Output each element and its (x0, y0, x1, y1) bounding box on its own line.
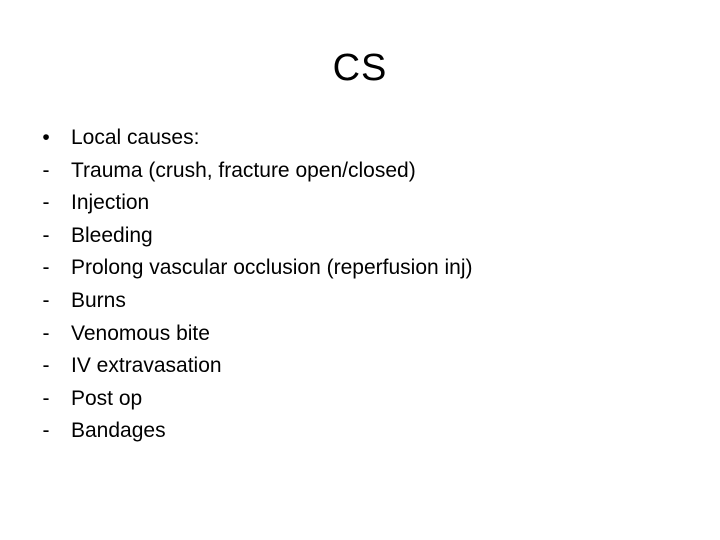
dash-marker: - (42, 288, 50, 312)
list-item-text: Venomous bite (71, 321, 210, 345)
list-item-text: Local causes: (71, 126, 200, 149)
dash-marker: - (42, 256, 50, 280)
list-item (40, 187, 473, 220)
dash-marker: - (42, 158, 50, 182)
list-item (40, 318, 473, 351)
slide-title: CS (332, 47, 388, 89)
dash-marker: - (42, 354, 50, 378)
list-item-text: Bleeding (71, 223, 153, 247)
dash-marker: - (42, 321, 50, 345)
list-item (40, 383, 473, 416)
dash-marker: - (42, 386, 50, 410)
list-item (40, 122, 473, 155)
list-item (40, 220, 473, 253)
list-item-text: Bandages (71, 419, 166, 443)
list-item (40, 285, 473, 318)
list-item-text: Trauma (crush, fracture open/closed) (71, 158, 416, 182)
list-item (40, 350, 473, 383)
list-item (40, 415, 473, 448)
dash-marker: - (42, 191, 50, 215)
list-item-text: Prolong vascular occlusion (reperfusion inj) (71, 256, 473, 280)
bullet-marker: • (42, 126, 50, 149)
list-item-text: Burns (71, 288, 126, 312)
list-item-text: IV extravasation (71, 354, 222, 378)
list-item-text: Injection (71, 191, 150, 215)
list-item (40, 155, 473, 188)
list-item-text: Post op (71, 386, 143, 410)
bullet-list (40, 122, 473, 448)
list-item (40, 252, 473, 285)
dash-marker: - (42, 223, 50, 247)
dash-marker: - (42, 419, 50, 443)
